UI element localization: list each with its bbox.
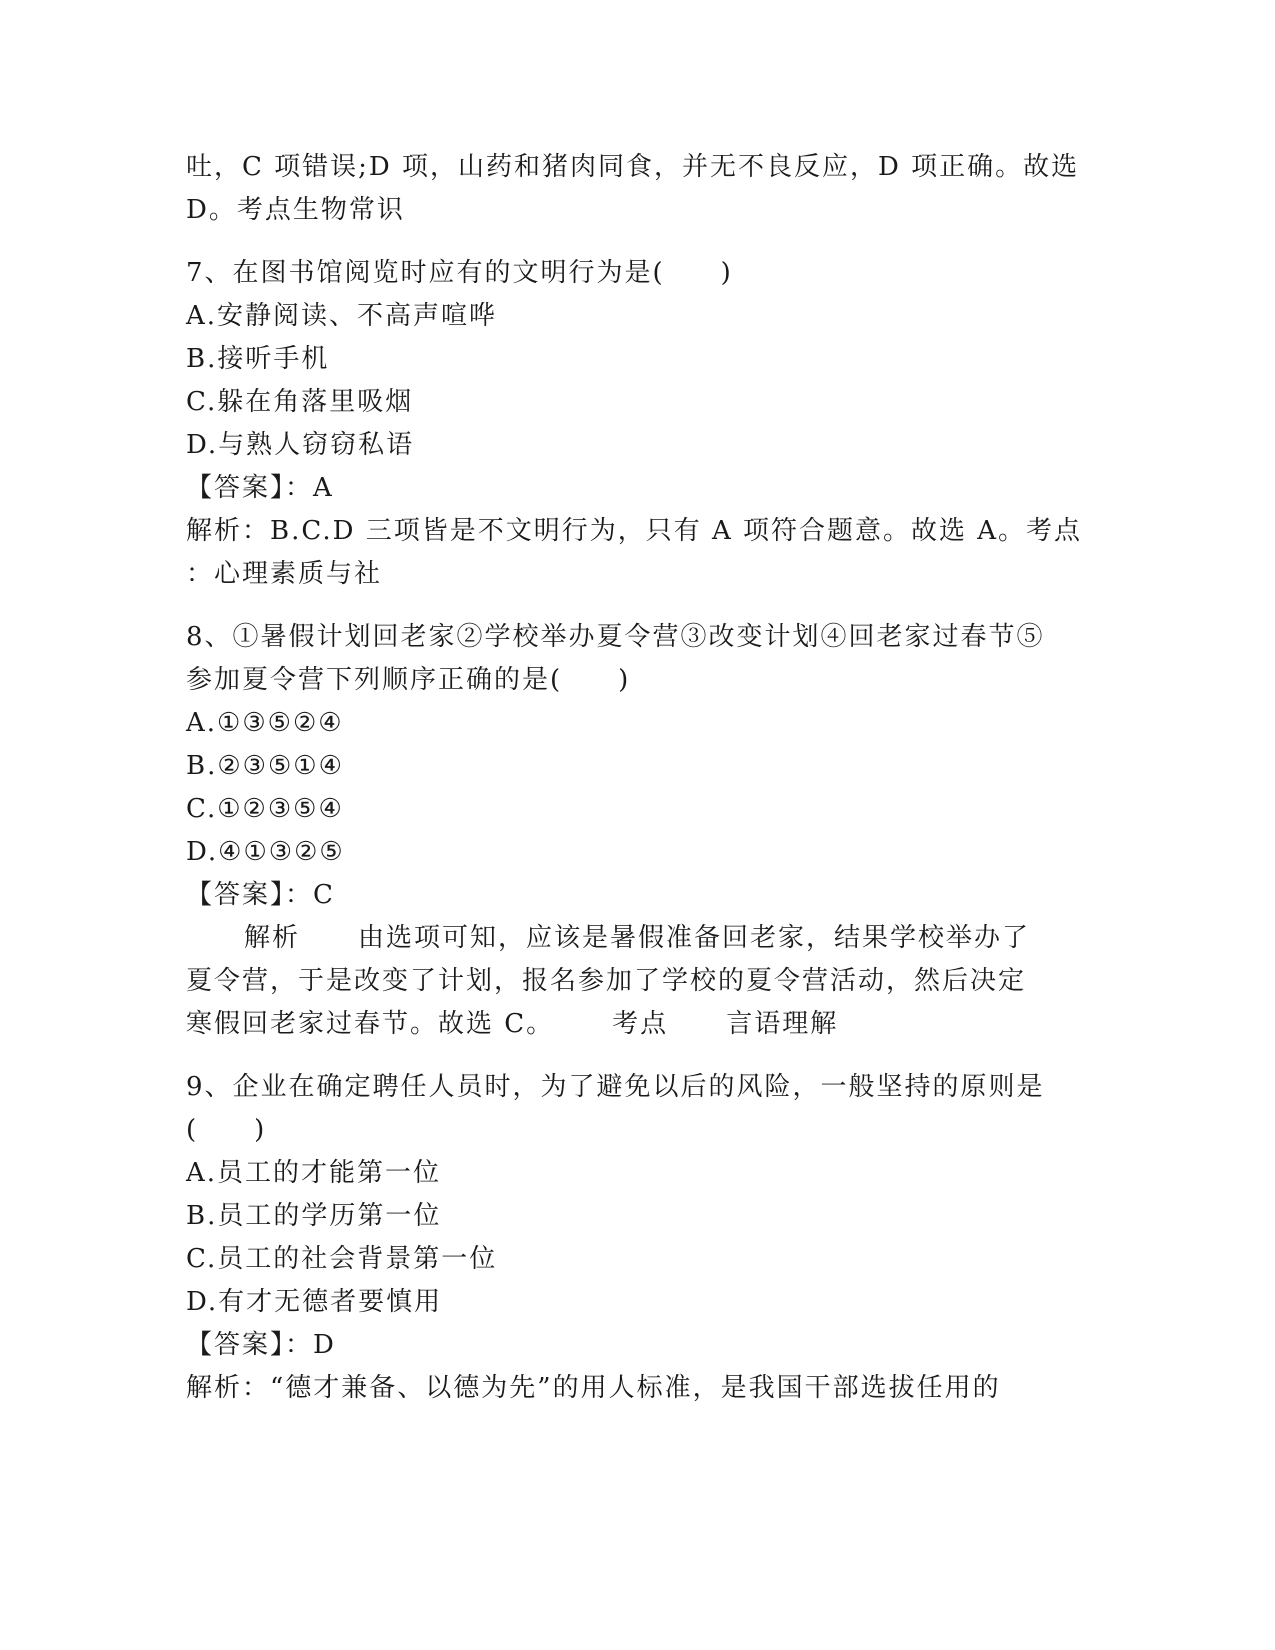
question-8 (186, 616, 1086, 1046)
analysis-line-3 (186, 1003, 1086, 1046)
option-c: C.①②③⑤④ (186, 794, 344, 824)
answer: 【答案】：A (186, 473, 334, 503)
question-stem-line-2: 参加夏令营下列顺序正确的是( ) (186, 665, 631, 695)
analysis-text-end: 寒假回老家过春节。故选 C。 (186, 1009, 555, 1039)
question-7 (186, 252, 1086, 596)
option-d: D.④①③②⑤ (186, 837, 345, 867)
analysis-line-1: 解析：“德才兼备、以德为先”的用人标准，是我国干部选拔任用的 (186, 1373, 1001, 1403)
intro-block (186, 146, 1086, 232)
option-a: A.①③⑤②④ (186, 708, 344, 738)
kaodian-value: 言语理解 (726, 1009, 839, 1039)
analysis-label: 解析 (244, 923, 301, 953)
option-a: A.员工的才能第一位 (186, 1158, 442, 1188)
analysis-line-1: 解析：B.C.D 三项皆是不文明行为，只有 A 项符合题意。故选 A。考点 (186, 516, 1083, 546)
analysis-text: 由选项可知，应该是暑假准备回老家，结果学校举办了 (358, 923, 1031, 953)
intro-line-2: D。考点生物常识 (186, 195, 405, 225)
analysis-line-2: 夏令营，于是改变了计划，报名参加了学校的夏令营活动，然后决定 (186, 966, 1027, 996)
analysis-line-1 (186, 917, 1086, 960)
option-b: B.员工的学历第一位 (186, 1201, 442, 1231)
option-d: D.与熟人窃窃私语 (186, 430, 415, 460)
page-content (186, 146, 1086, 1410)
intro-line-1: 吐，C 项错误;D 项，山药和猪肉同食，并无不良反应，D 项正确。故选 (186, 152, 1080, 182)
option-d: D.有才无德者要慎用 (186, 1287, 443, 1317)
answer: 【答案】：D (186, 1330, 336, 1360)
option-a: A.安静阅读、不高声喧哗 (186, 301, 498, 331)
question-stem-line-1: 9、企业在确定聘任人员时，为了避免以后的风险，一般坚持的原则是 (186, 1072, 1045, 1102)
answer: 【答案】：C (186, 880, 335, 910)
option-c: C.躲在角落里吸烟 (186, 387, 414, 417)
analysis-line-2: ：心理素质与社 (186, 559, 383, 589)
question-stem-line-2: ( ) (186, 1115, 267, 1145)
option-b: B.接听手机 (186, 344, 330, 374)
question-9 (186, 1066, 1086, 1410)
option-b: B.②③⑤①④ (186, 751, 344, 781)
question-stem-line-1: 8、①暑假计划回老家②学校举办夏令营③改变计划④回老家过春节⑤ (186, 622, 1045, 652)
kaodian-label: 考点 (612, 1009, 669, 1039)
option-c: C.员工的社会背景第一位 (186, 1244, 498, 1274)
question-stem: 7、在图书馆阅览时应有的文明行为是( ) (186, 258, 733, 288)
